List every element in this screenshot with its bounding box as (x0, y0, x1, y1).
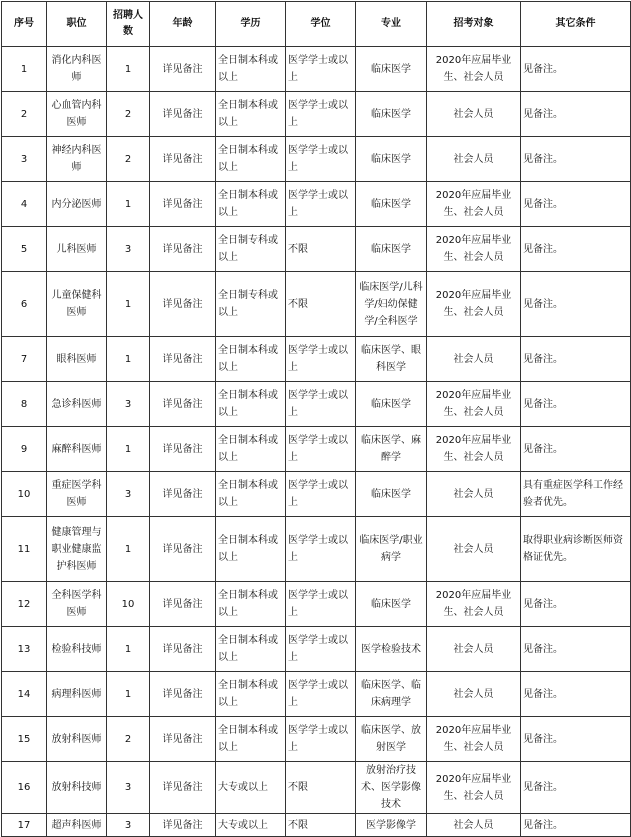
cell-other: 见备注。 (521, 382, 631, 427)
cell-degree: 医学学士或以上 (286, 137, 356, 182)
cell-target: 社会人员 (427, 92, 521, 137)
cell-index: 2 (2, 92, 47, 137)
cell-degree: 医学学士或以上 (286, 517, 356, 582)
table-row (2, 47, 631, 92)
table-row (2, 672, 631, 717)
cell-education: 全日制专科或以上 (216, 272, 286, 337)
table-row (2, 627, 631, 672)
cell-index: 7 (2, 337, 47, 382)
cell-count: 1 (107, 517, 150, 582)
table-row (2, 272, 631, 337)
cell-count: 1 (107, 672, 150, 717)
cell-target: 2020年应届毕业生、社会人员 (427, 427, 521, 472)
cell-target: 2020年应届毕业生、社会人员 (427, 762, 521, 814)
cell-major: 临床医学、临床病理学 (356, 672, 427, 717)
header-count: 招聘人数 (107, 2, 150, 47)
cell-education: 全日制本科或以上 (216, 672, 286, 717)
cell-major: 放射治疗技术、医学影像技术 (356, 762, 427, 814)
cell-target: 2020年应届毕业生、社会人员 (427, 382, 521, 427)
header-row (2, 2, 631, 47)
cell-target: 2020年应届毕业生、社会人员 (427, 272, 521, 337)
cell-major: 临床医学 (356, 137, 427, 182)
cell-target: 社会人员 (427, 337, 521, 382)
cell-age: 详见备注 (150, 717, 216, 762)
cell-target: 社会人员 (427, 472, 521, 517)
cell-education: 全日制本科或以上 (216, 47, 286, 92)
cell-education: 全日制本科或以上 (216, 472, 286, 517)
cell-age: 详见备注 (150, 47, 216, 92)
cell-position: 心血管内科医师 (47, 92, 107, 137)
cell-education: 全日制本科或以上 (216, 627, 286, 672)
table-body (2, 47, 631, 837)
cell-index: 1 (2, 47, 47, 92)
cell-index: 4 (2, 182, 47, 227)
table-row (2, 717, 631, 762)
cell-position: 眼科医师 (47, 337, 107, 382)
cell-position: 重症医学科医师 (47, 472, 107, 517)
recruitment-table (1, 1, 631, 837)
cell-other: 见备注。 (521, 814, 631, 837)
cell-age: 详见备注 (150, 672, 216, 717)
cell-count: 1 (107, 272, 150, 337)
cell-other: 见备注。 (521, 92, 631, 137)
cell-degree: 不限 (286, 814, 356, 837)
cell-other: 见备注。 (521, 227, 631, 272)
cell-education: 全日制本科或以上 (216, 92, 286, 137)
header-target: 招考对象 (427, 2, 521, 47)
cell-position: 神经内科医师 (47, 137, 107, 182)
table-row (2, 427, 631, 472)
cell-count: 1 (107, 47, 150, 92)
cell-age: 详见备注 (150, 517, 216, 582)
cell-education: 全日制本科或以上 (216, 717, 286, 762)
cell-degree: 医学学士或以上 (286, 717, 356, 762)
cell-index: 5 (2, 227, 47, 272)
cell-degree: 医学学士或以上 (286, 47, 356, 92)
cell-degree: 不限 (286, 272, 356, 337)
table-row (2, 762, 631, 814)
cell-other: 见备注。 (521, 137, 631, 182)
cell-education: 大专或以上 (216, 814, 286, 837)
cell-index: 14 (2, 672, 47, 717)
table-row (2, 582, 631, 627)
cell-other: 见备注。 (521, 627, 631, 672)
cell-major: 临床医学/儿科学/妇幼保健学/全科医学 (356, 272, 427, 337)
table-row (2, 137, 631, 182)
cell-position: 消化内科医师 (47, 47, 107, 92)
cell-position: 病理科医师 (47, 672, 107, 717)
header-index: 序号 (2, 2, 47, 47)
cell-major: 临床医学 (356, 227, 427, 272)
cell-count: 2 (107, 92, 150, 137)
cell-position: 麻醉科医师 (47, 427, 107, 472)
cell-other: 具有重症医学科工作经验者优先。 (521, 472, 631, 517)
cell-target: 2020年应届毕业生、社会人员 (427, 717, 521, 762)
cell-target: 社会人员 (427, 517, 521, 582)
cell-age: 详见备注 (150, 137, 216, 182)
cell-target: 社会人员 (427, 627, 521, 672)
cell-target: 2020年应届毕业生、社会人员 (427, 47, 521, 92)
cell-degree: 医学学士或以上 (286, 672, 356, 717)
header-degree: 学位 (286, 2, 356, 47)
cell-age: 详见备注 (150, 382, 216, 427)
table-row (2, 182, 631, 227)
cell-other: 见备注。 (521, 427, 631, 472)
cell-index: 11 (2, 517, 47, 582)
cell-index: 3 (2, 137, 47, 182)
cell-major: 临床医学 (356, 92, 427, 137)
cell-index: 8 (2, 382, 47, 427)
cell-major: 临床医学、放射医学 (356, 717, 427, 762)
cell-position: 健康管理与职业健康监护科医师 (47, 517, 107, 582)
cell-major: 医学检验技术 (356, 627, 427, 672)
cell-index: 15 (2, 717, 47, 762)
cell-count: 2 (107, 137, 150, 182)
cell-degree: 医学学士或以上 (286, 182, 356, 227)
cell-target: 2020年应届毕业生、社会人员 (427, 227, 521, 272)
cell-count: 1 (107, 182, 150, 227)
cell-education: 全日制本科或以上 (216, 517, 286, 582)
cell-other: 见备注。 (521, 717, 631, 762)
cell-position: 放射科医师 (47, 717, 107, 762)
header-major: 专业 (356, 2, 427, 47)
cell-major: 临床医学 (356, 47, 427, 92)
cell-index: 16 (2, 762, 47, 814)
header-other: 其它条件 (521, 2, 631, 47)
cell-age: 详见备注 (150, 92, 216, 137)
cell-major: 临床医学、麻醉学 (356, 427, 427, 472)
cell-position: 儿童保健科医师 (47, 272, 107, 337)
cell-other: 见备注。 (521, 182, 631, 227)
cell-position: 检验科技师 (47, 627, 107, 672)
cell-degree: 医学学士或以上 (286, 337, 356, 382)
cell-count: 3 (107, 762, 150, 814)
cell-count: 3 (107, 814, 150, 837)
cell-age: 详见备注 (150, 582, 216, 627)
cell-age: 详见备注 (150, 272, 216, 337)
cell-education: 全日制本科或以上 (216, 182, 286, 227)
table-row (2, 337, 631, 382)
cell-major: 临床医学/职业病学 (356, 517, 427, 582)
table-row (2, 227, 631, 272)
cell-education: 大专或以上 (216, 762, 286, 814)
cell-other: 见备注。 (521, 762, 631, 814)
cell-target: 2020年应届毕业生、社会人员 (427, 182, 521, 227)
header-position: 职位 (47, 2, 107, 47)
cell-education: 全日制本科或以上 (216, 382, 286, 427)
cell-degree: 医学学士或以上 (286, 472, 356, 517)
cell-degree: 医学学士或以上 (286, 582, 356, 627)
cell-other: 见备注。 (521, 672, 631, 717)
header-education: 学历 (216, 2, 286, 47)
cell-other: 见备注。 (521, 337, 631, 382)
cell-target: 社会人员 (427, 137, 521, 182)
cell-other: 见备注。 (521, 47, 631, 92)
cell-age: 详见备注 (150, 337, 216, 382)
cell-index: 17 (2, 814, 47, 837)
cell-count: 1 (107, 427, 150, 472)
header-age: 年龄 (150, 2, 216, 47)
cell-target: 社会人员 (427, 814, 521, 837)
cell-count: 2 (107, 717, 150, 762)
cell-major: 医学影像学 (356, 814, 427, 837)
table-row (2, 814, 631, 837)
cell-count: 10 (107, 582, 150, 627)
cell-age: 详见备注 (150, 227, 216, 272)
cell-age: 详见备注 (150, 627, 216, 672)
cell-other: 见备注。 (521, 582, 631, 627)
cell-position: 内分泌医师 (47, 182, 107, 227)
cell-age: 详见备注 (150, 427, 216, 472)
cell-position: 儿科医师 (47, 227, 107, 272)
cell-major: 临床医学 (356, 472, 427, 517)
cell-degree: 不限 (286, 762, 356, 814)
cell-count: 1 (107, 627, 150, 672)
cell-education: 全日制本科或以上 (216, 337, 286, 382)
cell-index: 13 (2, 627, 47, 672)
cell-education: 全日制本科或以上 (216, 427, 286, 472)
cell-count: 3 (107, 472, 150, 517)
cell-degree: 医学学士或以上 (286, 92, 356, 137)
cell-major: 临床医学 (356, 382, 427, 427)
cell-degree: 医学学士或以上 (286, 427, 356, 472)
cell-education: 全日制专科或以上 (216, 227, 286, 272)
cell-age: 详见备注 (150, 762, 216, 814)
cell-position: 全科医学科医师 (47, 582, 107, 627)
cell-degree: 医学学士或以上 (286, 627, 356, 672)
cell-age: 详见备注 (150, 472, 216, 517)
table-row (2, 92, 631, 137)
cell-education: 全日制本科或以上 (216, 137, 286, 182)
cell-major: 临床医学 (356, 182, 427, 227)
cell-degree: 不限 (286, 227, 356, 272)
cell-position: 急诊科医师 (47, 382, 107, 427)
cell-other: 见备注。 (521, 272, 631, 337)
cell-position: 放射科技师 (47, 762, 107, 814)
cell-index: 12 (2, 582, 47, 627)
cell-other: 取得职业病诊断医师资格证优先。 (521, 517, 631, 582)
cell-count: 3 (107, 382, 150, 427)
cell-index: 9 (2, 427, 47, 472)
cell-index: 6 (2, 272, 47, 337)
cell-count: 1 (107, 337, 150, 382)
cell-position: 超声科医师 (47, 814, 107, 837)
table-row (2, 382, 631, 427)
cell-education: 全日制本科或以上 (216, 582, 286, 627)
cell-major: 临床医学、眼科医学 (356, 337, 427, 382)
table-row (2, 472, 631, 517)
cell-count: 3 (107, 227, 150, 272)
cell-age: 详见备注 (150, 814, 216, 837)
table-row (2, 517, 631, 582)
cell-target: 2020年应届毕业生、社会人员 (427, 582, 521, 627)
cell-age: 详见备注 (150, 182, 216, 227)
cell-target: 社会人员 (427, 672, 521, 717)
cell-index: 10 (2, 472, 47, 517)
cell-major: 临床医学 (356, 582, 427, 627)
cell-degree: 医学学士或以上 (286, 382, 356, 427)
